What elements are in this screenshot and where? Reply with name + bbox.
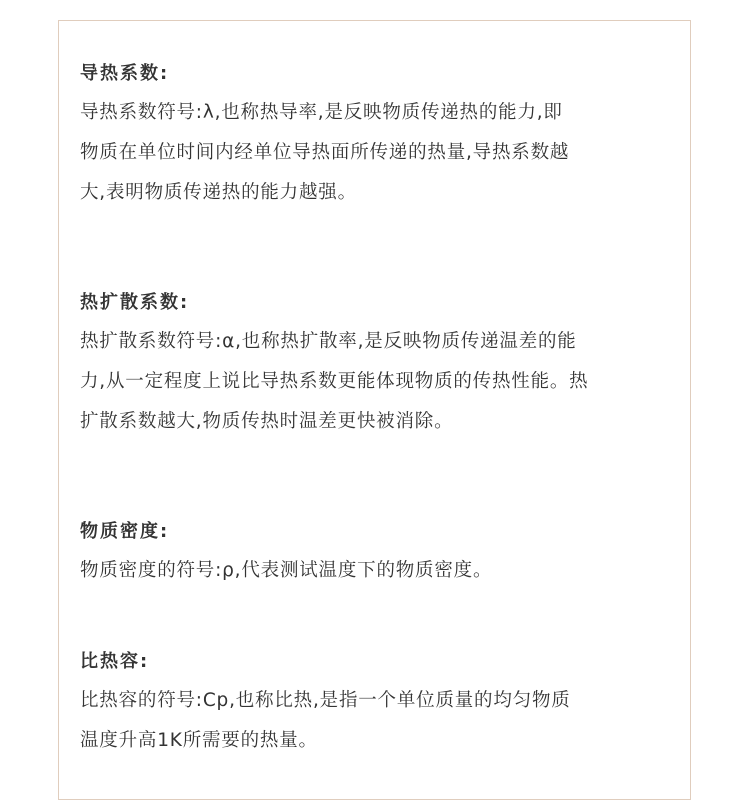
body-line: 物质在单位时间内经单位导热面所传递的热量,导热系数越 — [80, 142, 570, 163]
section-heading: 比热容: — [80, 651, 150, 672]
section-specific-heat — [80, 649, 670, 761]
body-line: 大,表明物质传递热的能力越强。 — [80, 182, 357, 203]
body-line: 力,从一定程度上说比导热系数更能体现物质的传热性能。热 — [80, 371, 589, 392]
section-body — [80, 316, 670, 442]
section-body — [80, 545, 670, 591]
section-thermal-conductivity — [80, 61, 670, 213]
body-line: 扩散系数越大,物质传热时温差更快被消除。 — [80, 411, 454, 432]
section-heading: 热扩散系数: — [80, 292, 190, 313]
section-thermal-diffusivity — [80, 290, 670, 442]
body-line: 物质密度的符号:ρ,代表测试温度下的物质密度。 — [80, 560, 493, 581]
body-line: 比热容的符号:Cp,也称比热,是指一个单位质量的均匀物质 — [80, 690, 571, 711]
section-heading: 物质密度: — [80, 521, 170, 542]
body-line: 热扩散系数符号:α,也称热扩散率,是反映物质传递温差的能 — [80, 331, 577, 352]
section-body — [80, 87, 670, 213]
body-line: 导热系数符号:λ,也称热导率,是反映物质传递热的能力,即 — [80, 102, 563, 123]
section-density — [80, 519, 670, 591]
body-line: 温度升高1K所需要的热量。 — [80, 730, 318, 751]
section-body — [80, 675, 670, 761]
section-heading: 导热系数: — [80, 63, 170, 84]
